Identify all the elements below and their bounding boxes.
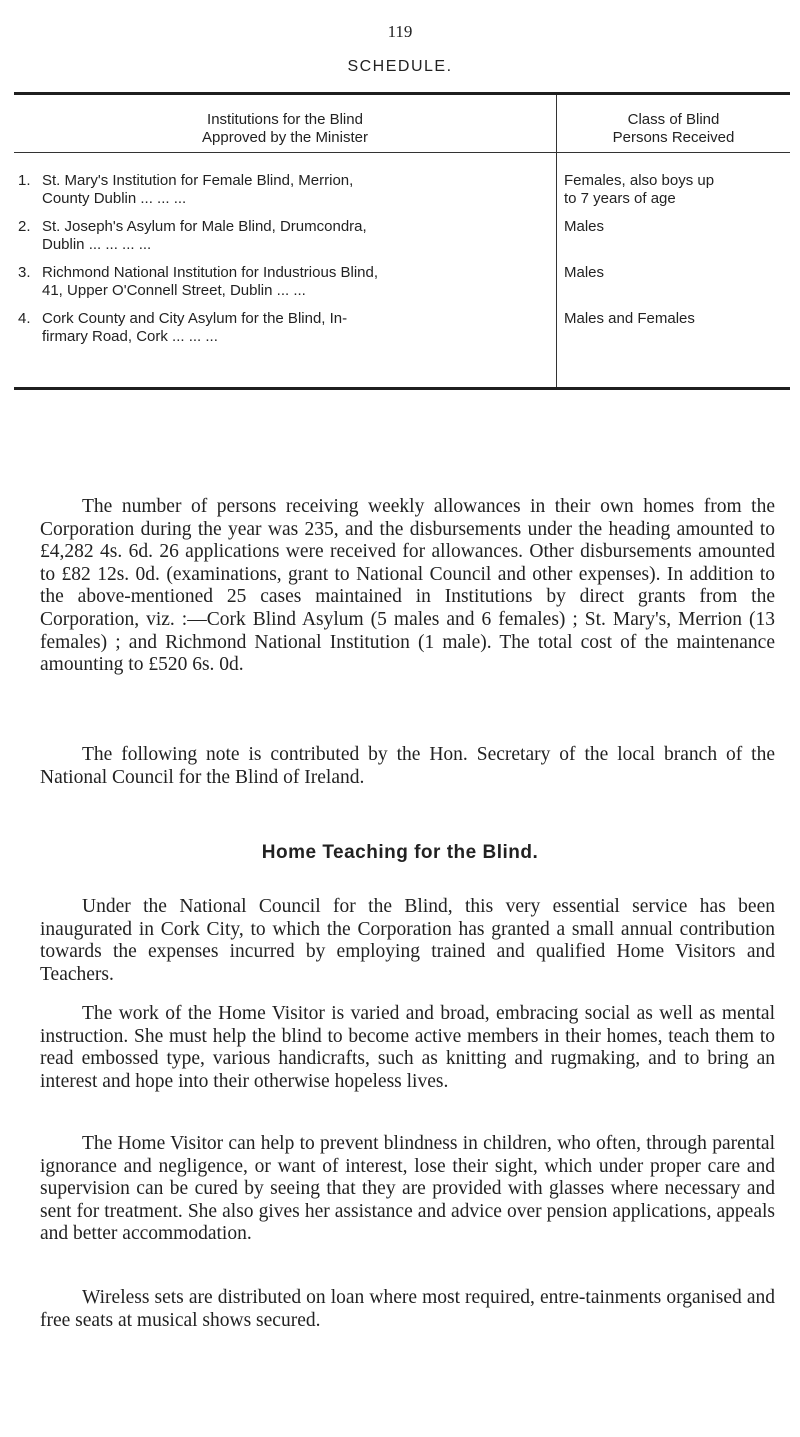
row-number: 2. bbox=[18, 218, 31, 235]
row-institution-line1: Richmond National Institution for Industrious Blind, bbox=[42, 264, 379, 281]
row-class bbox=[564, 172, 784, 208]
table-top-rule bbox=[14, 92, 790, 95]
row-class-line1: Males bbox=[564, 264, 605, 281]
schedule-table bbox=[14, 92, 790, 392]
row-number: 1. bbox=[18, 172, 31, 189]
row-class-line1: Males and Females bbox=[564, 310, 695, 327]
row-institution-line2: County Dublin ... ... ... bbox=[42, 190, 187, 207]
table-bottom-rule bbox=[14, 387, 790, 390]
row-institution-line2: 41, Upper O'Connell Street, Dublin ... ... bbox=[42, 282, 306, 299]
paragraph-allowances: The number of persons receiving weekly allowances in their own homes from the Corporation during the year was 235, and the disbursements under the heading amounted to £4,282 4s. 6d. 26 applications were received for allowances. Other disbursements amounted to £82 12s. 0d. (examinations, grant to National Council and other expenses). In addition to the above-mentioned 25 cases maintained in Institutions by direct grants from the Corporation, viz. :—Cork Blind Asylum (5 males and 6 females) ; St. Mary's, Merrion (13 females) ; and Richmond National Institution (1 male). The total cost of the maintenance amounting to £520 6s. 0d. bbox=[40, 496, 775, 676]
row-class-line1: Males bbox=[564, 218, 605, 235]
paragraph-prevent-blindness: The Home Visitor can help to prevent blindness in children, who often, through parental ignorance and negligence, or want of interest, lose their sight, which under proper care and supervision can be cured by seeing that they are provided with glasses where necessary and sent for treatment. She also gives her assistance and advice over pension applications, appeals and better accommodation. bbox=[40, 1133, 775, 1245]
row-class bbox=[564, 264, 784, 282]
row-institution bbox=[42, 310, 550, 346]
header-institutions bbox=[14, 111, 556, 147]
header-class-line2: Persons Received bbox=[612, 129, 735, 146]
row-institution-line1: St. Mary's Institution for Female Blind, Merrion, bbox=[42, 172, 354, 189]
table-header-rule bbox=[14, 152, 790, 153]
row-institution-line1: St. Joseph's Asylum for Male Blind, Drumcondra, bbox=[42, 218, 367, 235]
header-class bbox=[557, 111, 790, 147]
row-institution-line1: Cork County and City Asylum for the Blind, In- bbox=[42, 310, 348, 327]
row-number: 4. bbox=[18, 310, 31, 327]
schedule-heading: SCHEDULE. bbox=[347, 58, 453, 75]
paragraph-wireless: Wireless sets are distributed on loan where most required, entre-tainments organised and free seats at musical shows secured. bbox=[40, 1287, 775, 1331]
row-institution-line2: firmary Road, Cork ... ... ... bbox=[42, 328, 218, 345]
header-class-line1: Class of Blind bbox=[627, 111, 720, 128]
row-class-line2: to 7 years of age bbox=[564, 190, 676, 207]
header-institutions-line1: Institutions for the Blind bbox=[207, 111, 363, 128]
row-institution bbox=[42, 264, 550, 300]
row-class bbox=[564, 310, 784, 328]
section-heading-home-teaching: Home Teaching for the Blind. bbox=[261, 842, 539, 863]
header-institutions-line2: Approved by the Minister bbox=[202, 129, 368, 146]
row-institution bbox=[42, 218, 550, 254]
row-institution bbox=[42, 172, 550, 208]
row-institution-line2: Dublin ... ... ... ... bbox=[42, 236, 152, 253]
row-class-line1: Females, also boys up bbox=[564, 172, 715, 189]
row-number: 3. bbox=[18, 264, 31, 281]
paragraph-note-intro: The following note is contributed by the Hon. Secretary of the local branch of the National Council for the Blind of Ireland. bbox=[40, 744, 775, 788]
paragraph-national-council: Under the National Council for the Blind, this very essential service has been inaugurated in Cork City, to which the Corporation has granted a small annual contribution towards the expenses incurred by employing trained and qualified Home Visitors and Teachers. bbox=[40, 896, 775, 985]
paragraph-home-visitor-work: The work of the Home Visitor is varied and broad, embracing social as well as mental instruction. She must help the blind to become active members in their homes, teach them to read embossed type, various handicrafts, such as knitting and rugmaking, and to bring an interest and hope into their otherwise hopeless lives. bbox=[40, 1003, 775, 1092]
row-class bbox=[564, 218, 784, 236]
page-number: 119 bbox=[387, 22, 413, 41]
